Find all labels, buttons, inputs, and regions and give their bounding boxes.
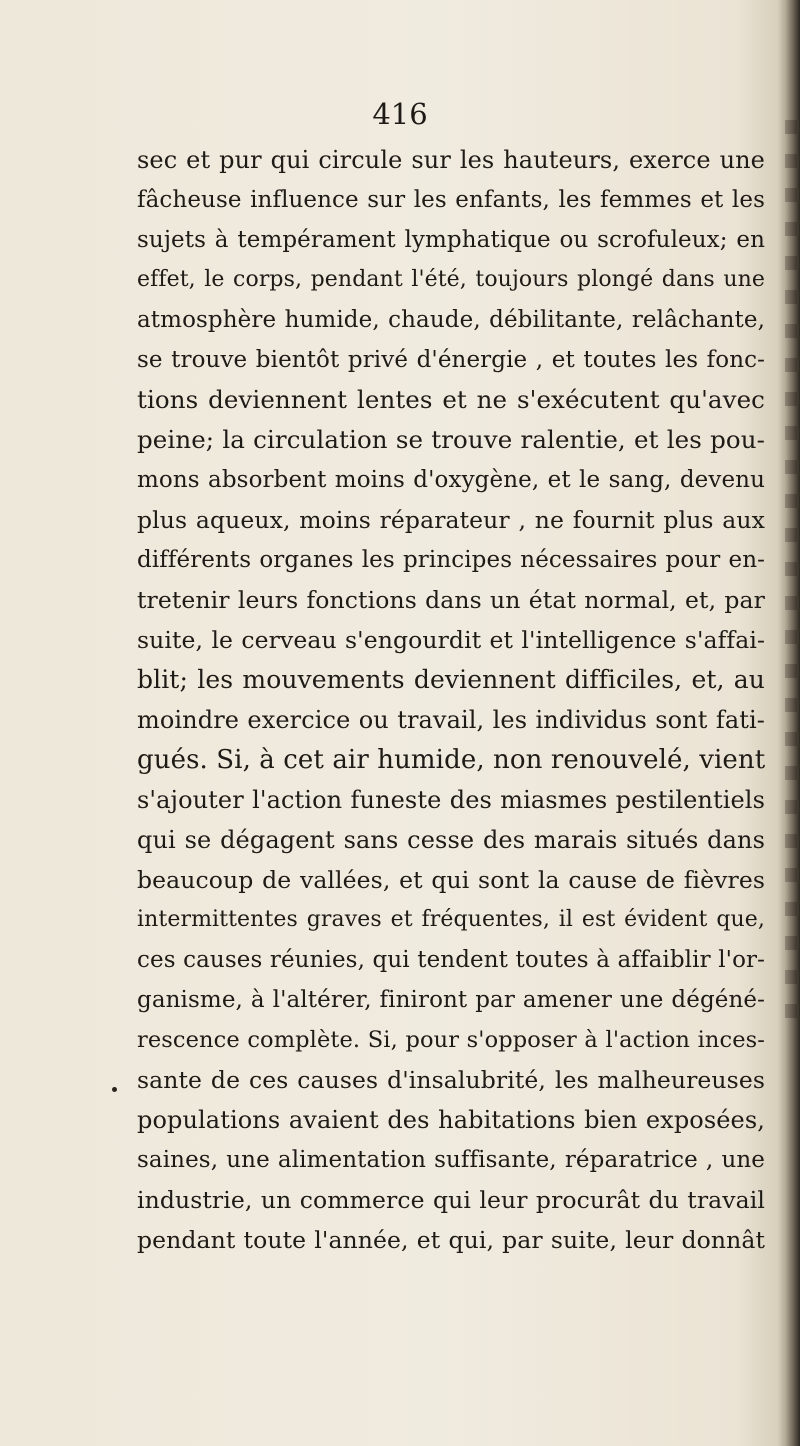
text-line: peine; la circulation se trouve ralentie, et les pou-: [137, 425, 765, 454]
text-line: saines, une alimentation suffisante, réparatrice , une: [137, 1147, 765, 1173]
text-line: industrie, un commerce qui leur procurât du travail: [137, 1186, 765, 1214]
text-line: pendant toute l'année, et qui, par suite, leur donnât: [137, 1226, 765, 1254]
text-line: différents organes les principes nécessaires pour en-: [137, 547, 765, 573]
text-line: plus aqueux, moins réparateur , ne fournit plus aux: [137, 506, 765, 534]
text-line: ces causes réunies, qui tendent toutes à affaiblir l'or-: [137, 947, 765, 973]
page-number: 416: [372, 97, 428, 131]
text-line: blit; les mouvements deviennent difficiles, et, au: [137, 665, 765, 694]
text-line: rescence complète. Si, pour s'opposer à l'action inces-: [137, 1027, 765, 1053]
text-line: beaucoup de vallées, et qui sont la cause de fièvres: [137, 866, 765, 894]
text-line: gués. Si, à cet air humide, non renouvelé, vient: [137, 745, 766, 775]
text-line: tions deviennent lentes et ne s'exécutent qu'avec: [137, 385, 765, 414]
text-line: intermittentes graves et fréquentes, il est évident que,: [137, 907, 765, 932]
text-line: ganisme, à l'altérer, finiront par amener une dégéné-: [137, 987, 765, 1013]
body-text: [137, 140, 765, 1260]
text-line: sec et pur qui circule sur les hauteurs, exerce une: [137, 146, 765, 174]
text-line: se trouve bientôt privé d'énergie , et toutes les fonc-: [137, 347, 765, 373]
text-line: fâcheuse influence sur les enfants, les femmes et les: [137, 187, 765, 213]
text-line: suite, le cerveau s'engourdit et l'intelligence s'affai-: [137, 626, 765, 654]
text-line: tretenir leurs fonctions dans un état normal, et, par: [137, 586, 765, 614]
text-line: effet, le corps, pendant l'été, toujours plongé dans une: [137, 267, 765, 292]
text-line: sante de ces causes d'insalubrité, les malheureuses: [137, 1066, 765, 1094]
ink-speck: [112, 1087, 117, 1092]
text-line: mons absorbent moins d'oxygène, et le sang, devenu: [137, 467, 765, 493]
text-line: s'ajouter l'action funeste des miasmes pestilentiels: [137, 786, 765, 814]
text-line: sujets à tempérament lymphatique ou scrofuleux; en: [137, 227, 765, 253]
adjacent-page-edge: [785, 120, 797, 1020]
text-line: moindre exercice ou travail, les individus sont fati-: [137, 706, 765, 734]
text-line: qui se dégagent sans cesse des marais situés dans: [137, 826, 765, 854]
text-line: populations avaient des habitations bien exposées,: [137, 1106, 765, 1134]
text-line: atmosphère humide, chaude, débilitante, relâchante,: [137, 307, 765, 333]
